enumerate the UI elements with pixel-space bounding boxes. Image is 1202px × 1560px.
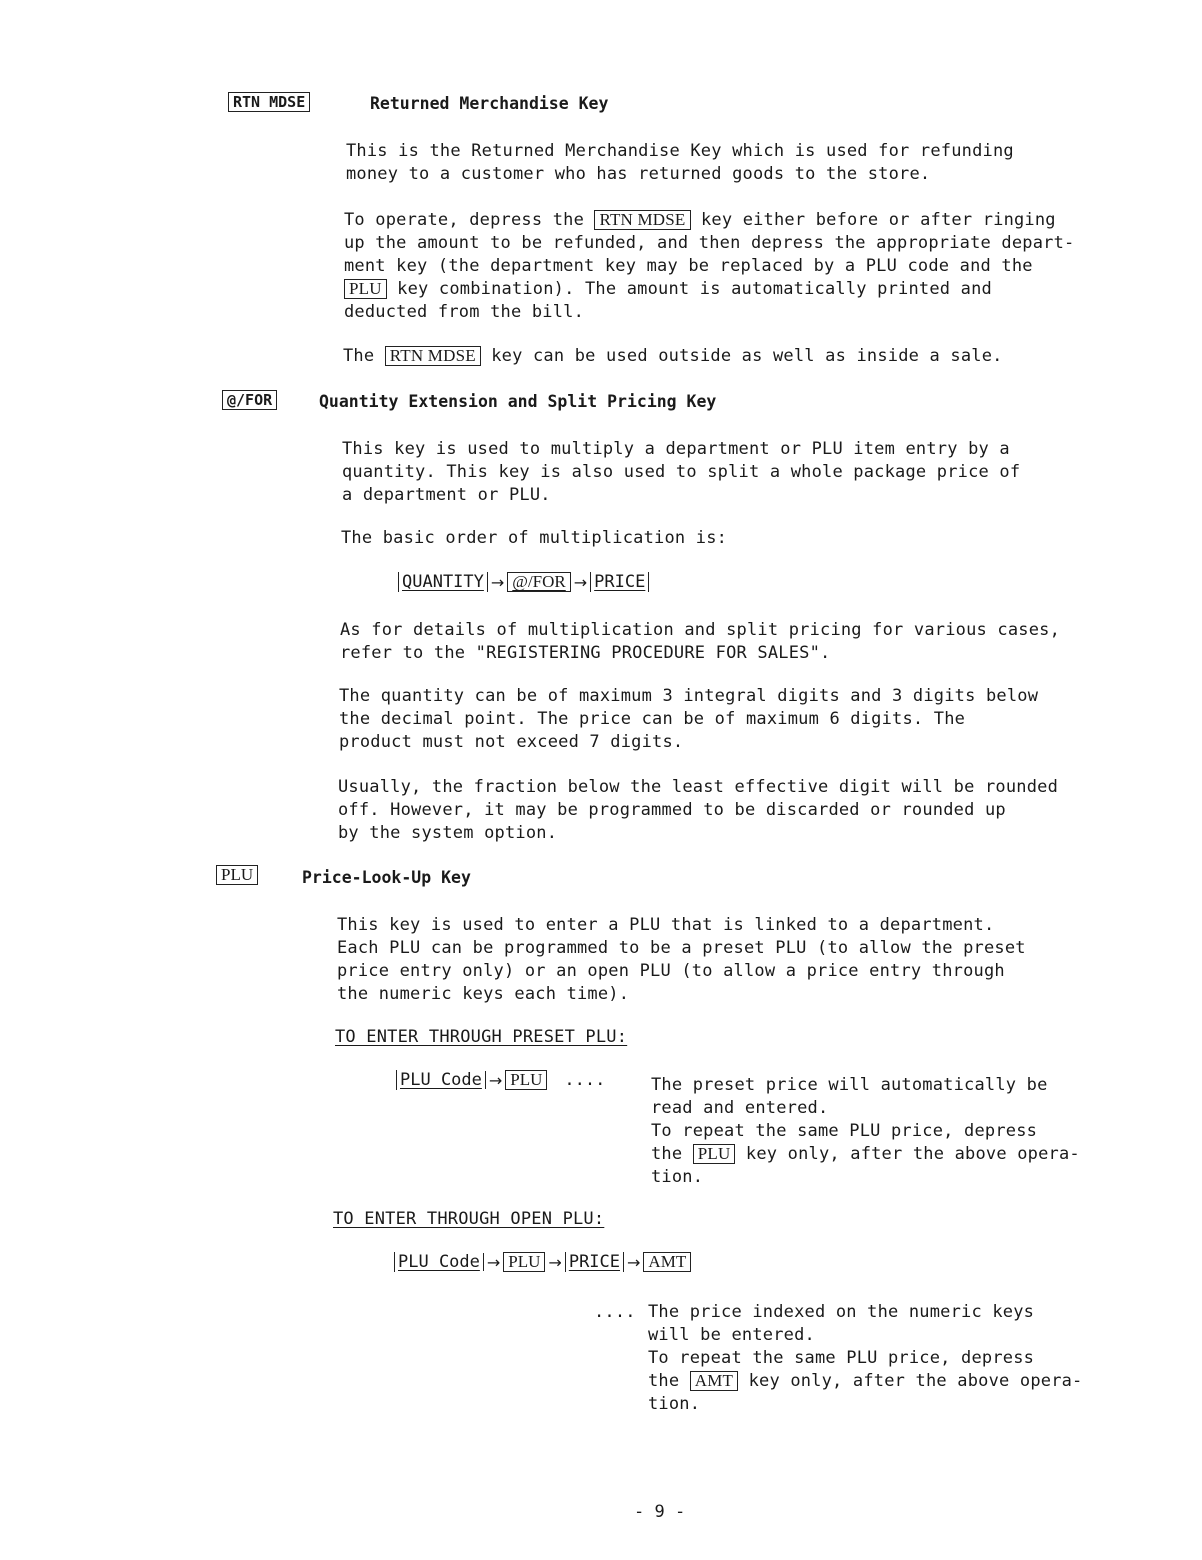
multiplication-flow [398,572,649,592]
section-title-quantity-extension: Quantity Extension and Split Pricing Key [319,392,717,411]
text-fragment: The [343,346,375,366]
text-line: Each PLU can be programmed to be a preset PLU (to allow the preset [337,938,1026,958]
text-line: To repeat the same PLU price, depress [648,1348,1035,1368]
section-title-returned-merchandise: Returned Merchandise Key [370,94,609,113]
text-fragment: key can be used outside as well as inside a sale. [491,346,1003,366]
paragraph-rtn-operate [344,209,1074,324]
plu-key-inline: PLU [503,1252,545,1272]
price-box: PRICE [590,572,649,592]
text-line: The quantity can be of maximum 3 integral digits and 3 digits below [339,686,1039,706]
text-fragment: To operate, depress the [344,210,585,230]
text-line: read and entered. [651,1098,829,1118]
paragraph-quantity-limits [339,685,1038,754]
text-fragment: key either before or after ringing [700,210,1056,230]
text-fragment: the [651,1144,683,1164]
arrow-right-icon: → [627,1252,641,1272]
preset-plu-description [651,1074,1080,1189]
text-line: off. However, it may be programmed to be discarded or rounded up [338,800,1006,820]
text-line: a department or PLU. [342,485,551,505]
arrow-right-icon: → [486,1252,501,1272]
heading-preset-plu: TO ENTER THROUGH PRESET PLU: [335,1027,628,1047]
text-line: This is the Returned Merchandise Key which is used for refunding [346,141,1014,161]
paragraph-atfor-intro [342,438,1020,507]
plu-code-box: PLU Code [394,1252,480,1272]
arrow-right-icon: → [573,572,588,592]
text-line: quantity. This key is also used to split a whole package price of [342,462,1021,482]
plu-code-box: PLU Code [396,1070,482,1090]
text-line: deducted from the bill. [344,302,585,322]
text-line: price entry only) or an open PLU (to allow a price entry through [337,961,1005,981]
paragraph-rounding [338,776,1058,845]
paragraph-rtn-intro [346,140,1014,186]
paragraph-basic-order: The basic order of multiplication is: [341,528,728,548]
text-line: The price indexed on the numeric keys [648,1302,1035,1322]
plu-key-inline: PLU [344,279,387,299]
arrow-right-icon: → [488,1070,503,1090]
plu-key-inline: PLU [693,1144,736,1164]
box-divider [485,1071,486,1089]
text-line: the numeric keys each time). [337,984,630,1004]
text-line: This key is used to enter a PLU that is linked to a department. [337,915,995,935]
text-line [648,1370,1083,1393]
text-line: money to a customer who has returned goods to the store. [346,164,931,184]
rtn-mdse-key-inline: RTN MDSE [594,210,690,230]
paragraph-details [340,619,1060,665]
text-line: up the amount to be refunded, and then depress the appropriate depart- [344,233,1075,253]
section-title-price-look-up: Price-Look-Up Key [302,868,471,887]
preset-plu-flow [396,1070,605,1090]
open-plu-dots: .... [594,1302,636,1322]
text-fragment: key only, after the above opera- [745,1144,1080,1164]
text-line: This key is used to multiply a department or PLU item entry by a [342,439,1010,459]
amt-key-inline: AMT [690,1371,738,1391]
text-fragment: key combination). The amount is automatically printed and [397,279,992,299]
amt-key-inline: AMT [643,1252,691,1272]
text-line: refer to the "REGISTERING PROCEDURE FOR SALES". [340,643,831,663]
text-line: tion. [651,1167,704,1187]
box-divider [483,1253,484,1271]
text-line [651,1143,1080,1166]
text-line: tion. [648,1394,701,1414]
text-fragment: key only, after the above opera- [748,1371,1083,1391]
quantity-box: QUANTITY [398,572,488,592]
text-fragment: the [648,1371,680,1391]
dots-leader: .... [564,1070,606,1090]
arrow-right-icon: → [490,572,505,592]
at-for-key-inline: @/FOR [507,572,570,592]
rtn-mdse-key-inline: RTN MDSE [385,346,481,366]
text-line: ment key (the department key may be replaced by a PLU code and the [344,256,1033,276]
rtn-mdse-key-label: RTN MDSE [228,92,310,112]
price-box: PRICE [565,1252,624,1272]
paragraph-rtn-usage [343,345,1003,368]
text-line [344,209,1074,232]
text-line: will be entered. [648,1325,815,1345]
arrow-right-icon: → [548,1252,562,1272]
text-line: As for details of multiplication and split pricing for various cases, [340,620,1061,640]
plu-key-label: PLU [216,865,258,885]
text-line: Usually, the fraction below the least effective digit will be rounded [338,777,1059,797]
text-line: To repeat the same PLU price, depress [651,1121,1038,1141]
open-plu-flow [394,1252,691,1272]
page-number: - 9 - [634,1502,686,1522]
text-line [344,278,1074,301]
paragraph-plu-intro [337,914,1026,1006]
text-line: product must not exceed 7 digits. [339,732,684,752]
heading-open-plu: TO ENTER THROUGH OPEN PLU: [333,1209,605,1229]
text-line: The preset price will automatically be [651,1075,1048,1095]
at-for-key-label: @/FOR [222,390,277,410]
plu-key-inline: PLU [505,1070,547,1090]
text-line: by the system option. [338,823,558,843]
text-line: the decimal point. The price can be of maximum 6 digits. The [339,709,966,729]
open-plu-description [648,1301,1083,1416]
